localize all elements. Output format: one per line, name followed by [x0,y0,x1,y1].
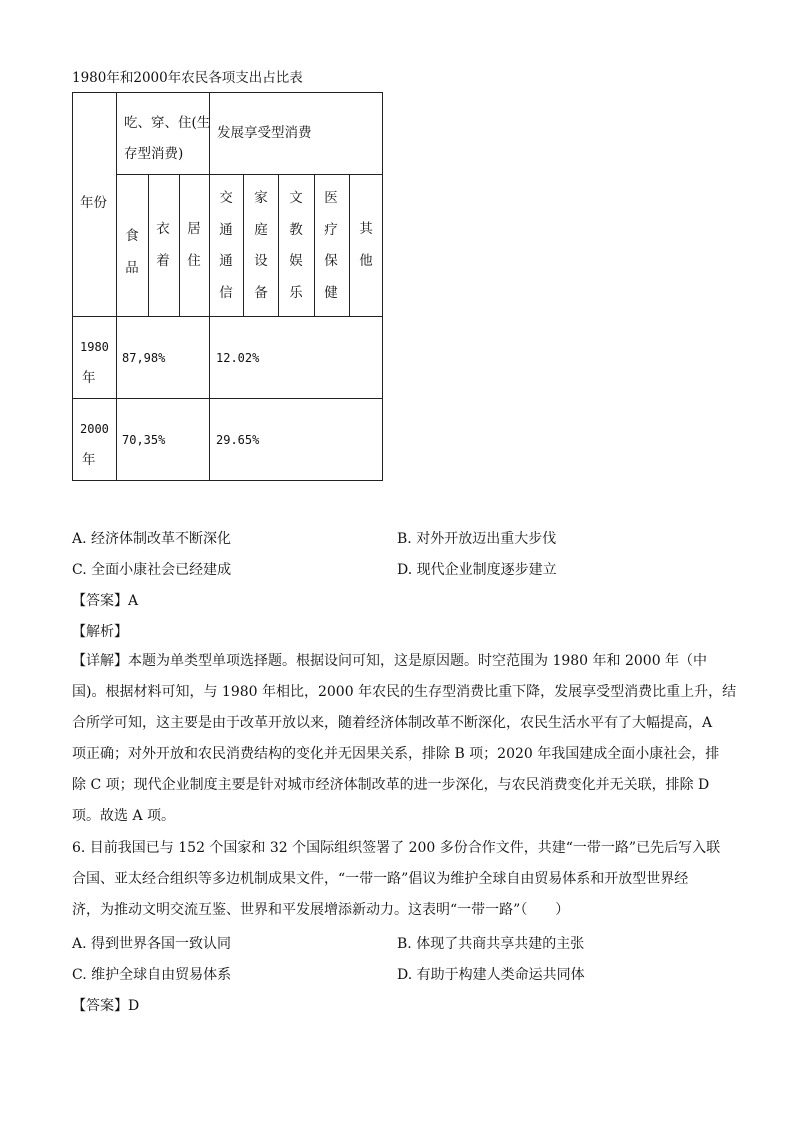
column-food: 食 品 [125,228,139,276]
q5-option-d: D. 现代企业制度逐步建立 [397,562,557,578]
q6-option-d: D. 有助于构建人类命运共同体 [397,967,585,983]
q5-option-b: B. 对外开放迈出重大步伐 [397,531,557,547]
development-header: 发展享受型消费 [217,125,312,141]
row-2000-year-suffix: 年 [82,452,96,468]
row-1980-year-suffix: 年 [82,370,96,386]
row-1980-survival-value: 87,98% [122,351,166,365]
q5-answer: 【答案】A [72,593,139,609]
q6-option-b: B. 体现了共商共享共建的主张 [397,936,585,952]
column-housing: 居 住 [187,221,201,269]
row-2000-survival-value: 70,35% [122,433,166,447]
q6-stem: 6. 目前我国已与 152 个国家和 32 个国际组织签署了 200 多份合作文件，共建“一带一路”已先后写入联 合国、亚太经合组织等多边机制成果文件，“一带一路”倡议为维护全球自由贸易体系和开放型世界经 济，为推动文明交流互鉴、世界和平发展增添新动力。这表明“一带一路”（ ） [72,840,721,918]
q5-analysis-label: 【解析】 [72,624,128,640]
expenditure-table [72,92,383,481]
column-other: 其 他 [359,221,373,269]
table-caption: 1980年和2000年农民各项支出占比表 [72,70,303,86]
row-2000-development-value: 29.65% [216,433,260,447]
q5-option-a: A. 经济体制改革不断深化 [72,531,232,547]
row-1980-development-value: 12.02% [216,351,260,365]
column-clothing: 衣 着 [156,221,170,269]
q6-option-a: A. 得到世界各国一致认同 [72,936,232,952]
column-household-equipment: 家 庭 设 备 [254,190,268,301]
row-2000-year-number: 2000 [80,422,109,436]
column-culture-education-entertainment: 文 教 娱 乐 [289,190,303,301]
column-healthcare: 医 疗 保 健 [324,190,338,301]
column-transport-communication: 交 通 通 信 [219,190,233,301]
year-header: 年份 [80,195,107,211]
q6-answer: 【答案】D [72,998,140,1014]
survival-header-line1: 吃、穿、住(生 [124,115,211,131]
q6-option-c: C. 维护全球自由贸易体系 [72,967,232,983]
q5-option-c: C. 全面小康社会已经建成 [72,562,232,578]
survival-header-line2: 存型消费) [124,146,184,162]
q5-detail-explanation: 【详解】本题为单类型单项选择题。根据设问可知，这是原因题。时空范围为 1980 年和 2000 年（中 国)。根据材料可知，与 1980 年相比，2000 年农民的生存型消费比重下降，发展享受型消费比重上升，结 合所学可知，这主要是由于改革开放以来，随着经济体制改革不断深化，农民生活水平有了大幅提高，A 项正确；对外开放和农民消费结构的变化并无因果关系，排除 B 项；2020 年我国建成全面小康社会，排 除 C 项；现代企业制度主要是针对城市经济体制改革的进一步深化，与农民消费变化并无关联，排除 D 项。故选 A 项。 [72,653,737,824]
row-1980-year-number: 1980 [80,340,109,354]
